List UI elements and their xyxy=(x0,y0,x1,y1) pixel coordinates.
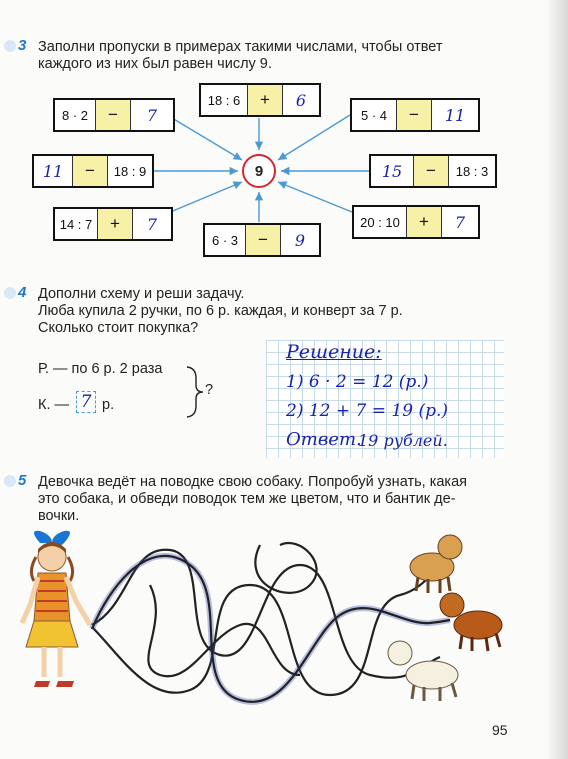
task5-line3: вочки. xyxy=(38,508,80,524)
operator-cell: − xyxy=(245,225,280,255)
answer-cell[interactable]: 6 xyxy=(282,85,319,115)
task4-number: 4 xyxy=(18,284,27,301)
task5-line1: Девочка ведёт на поводке свою собаку. Попробуй узнать, какая xyxy=(38,474,467,490)
scheme-k-value-box[interactable]: 7 xyxy=(76,391,96,413)
operator-cell: − xyxy=(95,100,130,130)
scheme-k-suffix: р. xyxy=(102,397,115,413)
maze-illustration xyxy=(0,525,540,720)
operand-a: 8 · 2 xyxy=(61,107,88,123)
operand-a: 6 · 3 xyxy=(211,232,238,248)
answer-cell[interactable]: 7 xyxy=(130,100,173,130)
traced-leash xyxy=(92,556,450,702)
task4-line1: Дополни схему и реши задачу. xyxy=(38,286,245,302)
equation-box[interactable] xyxy=(53,98,175,132)
solution-step2: 2) 12 + 7 = 19 (р.) xyxy=(286,401,448,421)
equation-box[interactable] xyxy=(352,205,480,239)
equation-box[interactable] xyxy=(203,223,321,257)
arrow-line xyxy=(278,182,352,212)
solution-step1: 1) 6 · 2 = 12 (р.) xyxy=(286,372,429,392)
operand-b: 18 : 3 xyxy=(448,156,495,186)
operator-cell: − xyxy=(72,156,107,186)
operand-a: 20 : 10 xyxy=(360,214,400,230)
task3-text-line2: каждого из них был равен числу 9. xyxy=(38,56,272,72)
operator-cell: + xyxy=(97,209,132,239)
operator-cell: + xyxy=(247,85,282,115)
girl-figure xyxy=(22,531,90,687)
bullet-dot xyxy=(4,287,16,299)
task3-text-line1: Заполни пропуски в примерах такими числами, чтобы ответ xyxy=(38,39,443,55)
answer-cell[interactable]: 11 xyxy=(431,100,478,130)
scheme-r-line: Р. — по 6 р. 2 раза xyxy=(38,361,163,377)
scheme-k-prefix: К. — xyxy=(38,397,70,413)
operator-cell: − xyxy=(413,156,448,186)
dog-bottom xyxy=(388,641,458,701)
operator-cell: + xyxy=(406,207,441,237)
operand-a: 14 : 7 xyxy=(59,216,93,232)
answer-cell[interactable]: 15 xyxy=(381,161,403,181)
operand-a: 5 · 4 xyxy=(360,107,387,123)
answer-value: 19 рублей. xyxy=(358,431,448,450)
equation-box[interactable] xyxy=(199,83,321,117)
equation-box[interactable] xyxy=(350,98,480,132)
page-number: 95 xyxy=(492,722,508,738)
operand-a: 18 : 6 xyxy=(207,92,241,108)
equation-box[interactable] xyxy=(53,207,173,241)
equation-box[interactable] xyxy=(369,154,497,188)
arrow-line xyxy=(168,182,242,213)
bullet-dot xyxy=(4,475,16,487)
operand-b: 18 : 9 xyxy=(107,156,152,186)
answer-label: Ответ. xyxy=(286,429,362,450)
center-circle: 9 xyxy=(242,154,276,188)
operator-cell: − xyxy=(396,100,431,130)
equation-box[interactable] xyxy=(32,154,154,188)
solution-title: Решение: xyxy=(286,341,382,363)
task4-line2: Люба купила 2 ручки, по 6 р. каждая, и конверт за 7 р. xyxy=(38,303,403,319)
arrow-line xyxy=(278,115,350,160)
curly-brace xyxy=(184,366,206,418)
task4-line3: Сколько стоит покупка? xyxy=(38,320,199,336)
dog-top xyxy=(410,535,462,593)
question-mark: ? xyxy=(205,382,214,398)
answer-cell[interactable]: 7 xyxy=(441,207,478,237)
task5-number: 5 xyxy=(18,472,27,489)
leash-tangle xyxy=(92,543,450,702)
task3-number: 3 xyxy=(18,37,27,54)
answer-cell[interactable]: 9 xyxy=(280,225,319,255)
answer-cell[interactable]: 7 xyxy=(132,209,171,239)
task5-line2: это собака, и обведи поводок тем же цветом, что и бантик де- xyxy=(38,491,456,507)
arrow-line xyxy=(172,118,242,160)
answer-cell[interactable]: 11 xyxy=(42,161,64,181)
